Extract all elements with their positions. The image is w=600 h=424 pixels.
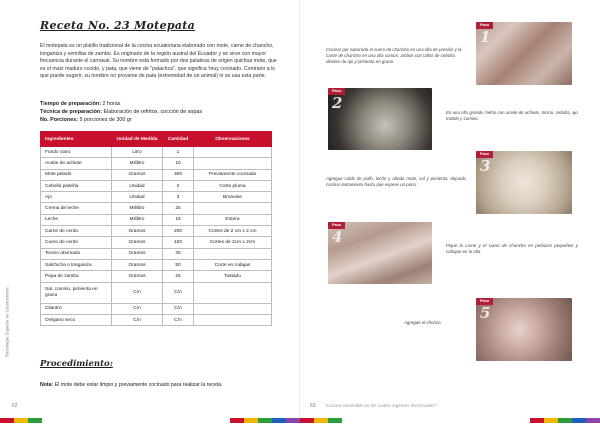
table-cell: Corte en rodajas <box>194 259 272 270</box>
table-cell <box>194 303 272 314</box>
table-row <box>41 180 272 191</box>
table-cell: Cilantro <box>41 303 112 314</box>
table-cell: 50 <box>163 259 194 270</box>
table-cell: Corte pluma <box>194 180 272 191</box>
recipe-meta <box>40 101 280 124</box>
procedure-title: Procedimiento: <box>40 359 113 369</box>
table-cell: Aceite de achiote <box>41 158 112 169</box>
table-cell: C/n <box>112 303 163 314</box>
table-cell: C/n <box>112 314 163 325</box>
page-number-right: 63 <box>310 403 316 409</box>
recipe-note <box>40 382 223 388</box>
step-photo-4 <box>328 222 432 284</box>
stripe-segment <box>272 418 286 423</box>
table-cell: Cuero de cerdo <box>41 237 112 248</box>
paso-tag: Paso <box>476 298 493 305</box>
table-cell: Gramos <box>112 169 163 180</box>
table-cell <box>194 158 272 169</box>
table-cell: Gramos <box>112 271 163 282</box>
recipe-title: Receta No. 23 Motepata <box>40 19 196 32</box>
stripe-segment <box>300 418 314 423</box>
step-number: 1 <box>480 28 491 46</box>
technique-label: Técnica de preparación: <box>40 108 103 115</box>
prep-time-label: Tiempo de preparación: <box>40 101 102 107</box>
stripe-segment <box>572 418 586 423</box>
recipe-intro: El motepata es un platillo tradicional de la cocina ecuatoriana elaborado con mote, carne de chancho, longaniza y semillas de zambo. Es originario de la región austral del Ecuador y se sirve con mayor frecuencia durante el carnaval. Su nombre está formado por dos palabras de origen quichua mote, que es el maíz maduro cocido, y pata, que viene de "patachca", que significa 'muy cocinado. Contrario a lo que puede sugerir, su nombre no proviene de pata (extremidad de un animal) ni se usa esta parte. <box>40 43 277 80</box>
stripe-segment <box>314 418 328 423</box>
table-cell: Gramos <box>112 248 163 259</box>
table-cell: Crema de leche <box>41 203 112 214</box>
table-cell: C/n <box>112 282 163 303</box>
stripe-segment <box>530 418 544 423</box>
table-header-row <box>41 132 272 147</box>
table-cell: Mote pelado <box>41 169 112 180</box>
stripe-segment <box>0 418 14 423</box>
table-cell: 30 <box>163 248 194 259</box>
table-row <box>41 226 272 237</box>
table-cell: Gramos <box>112 237 163 248</box>
table-cell: Leche <box>41 214 112 225</box>
step-caption-5: Agregue el chorizo. <box>404 320 442 325</box>
table-cell: Litro <box>112 147 163 158</box>
table-cell: 2 <box>163 180 194 191</box>
table-row <box>41 169 272 180</box>
table-cell: Ajo <box>41 192 112 203</box>
prep-time-value: 2 horas <box>101 101 121 107</box>
step-number: 4 <box>332 228 343 246</box>
table-cell: Gramos <box>112 259 163 270</box>
column-header: Ingredientes <box>41 132 112 147</box>
ingredients-table-body <box>41 147 272 326</box>
stripe-segment <box>28 418 42 423</box>
stripe-segment <box>244 418 258 423</box>
table-cell: 300 <box>163 169 194 180</box>
table-cell: Unidad <box>112 180 163 191</box>
table-cell: Cortes de 2 cm x 2 cm <box>194 226 272 237</box>
table-cell <box>194 282 272 303</box>
table-cell: Brunoise <box>194 192 272 203</box>
side-label: Tecnología Superior en Gastronomía <box>4 287 10 358</box>
table-row <box>41 282 272 303</box>
step-caption-4: Pique la carne y el cuero de chancho en pedazos pequeños y coloque en la olla. <box>446 243 578 255</box>
table-cell: 10 <box>163 158 194 169</box>
table-cell: Gramos <box>112 226 163 237</box>
stripe-segment <box>586 418 600 423</box>
step-caption-1: Cocinar por separado el cuero de chancho en una olla de presión y la carne de chancho en una olla común, ambos con tallos de cebolla, dientes de ajo y pimienta en grano. <box>326 47 462 65</box>
note-text: El mote debe estar limpio y previamente cocinado para realizar la receta. <box>53 382 223 388</box>
note-label: Nota: <box>40 382 54 388</box>
step-number: 3 <box>480 157 491 175</box>
stripe-segment <box>558 418 572 423</box>
table-row <box>41 248 272 259</box>
table-cell: 15 <box>163 214 194 225</box>
stripe-segment <box>14 418 28 423</box>
step-number: 5 <box>480 304 491 322</box>
table-cell: Cortes de 2cm x 2cm <box>194 237 272 248</box>
portions-label: No. Porciones: <box>40 116 79 123</box>
table-cell: 100 <box>163 237 194 248</box>
stripe-segment <box>286 418 300 423</box>
page-footer: "Cocina sostenible en las cuatro regiones del Ecuador" <box>325 403 437 408</box>
stripe-segment <box>328 418 342 423</box>
table-cell: 200 <box>163 226 194 237</box>
table-cell: Tocino ahumado <box>41 248 112 259</box>
table-row <box>41 303 272 314</box>
table-cell <box>194 203 272 214</box>
right-page <box>300 0 600 424</box>
table-cell <box>194 314 272 325</box>
table-cell: Fondo claro <box>41 147 112 158</box>
column-header: Unidad de Medida <box>112 132 163 147</box>
stripe-segment <box>258 418 272 423</box>
table-cell: Mililitro <box>112 214 163 225</box>
table-cell: C/n <box>163 314 194 325</box>
stripe-segment <box>230 418 244 423</box>
table-row <box>41 314 272 325</box>
table-cell: Salchicha o longaniza <box>41 259 112 270</box>
table-cell: Mililitro <box>112 158 163 169</box>
table-row <box>41 203 272 214</box>
step-photo-3 <box>476 151 572 214</box>
paso-tag: Paso <box>328 88 345 95</box>
table-cell: 25 <box>163 271 194 282</box>
step-caption-3: Agregue caldo de pollo, leche y añada mote, sal y pimienta, dejando cocinar lentamente hasta que espese un poco. <box>326 176 466 188</box>
table-cell: 3 <box>163 192 194 203</box>
step-photo-2 <box>328 88 432 150</box>
side-vertical-text <box>0 287 10 360</box>
paso-tag: Paso <box>476 151 493 158</box>
paso-tag: Paso <box>328 222 345 229</box>
portions-value: 5 porciones de 300 gr <box>78 116 132 123</box>
table-cell: C/n <box>163 282 194 303</box>
column-header: Observaciones <box>194 132 272 147</box>
table-cell: Carne de cerdo <box>41 226 112 237</box>
column-header: Cantidad <box>163 132 194 147</box>
table-cell: Orégano seco <box>41 314 112 325</box>
page-number-left: 62 <box>12 403 18 409</box>
table-row <box>41 259 272 270</box>
step-photo-1 <box>476 22 572 85</box>
stripe-segment <box>544 418 558 423</box>
table-cell: Tostado <box>194 271 272 282</box>
table-cell: C/n <box>163 303 194 314</box>
table-row <box>41 158 272 169</box>
technique-value: Elaboración de refritos, cocción de sopas <box>102 108 203 115</box>
table-cell: Sal, comino, pimienta en grano <box>41 282 112 303</box>
table-cell: 25 <box>163 203 194 214</box>
ingredients-table <box>40 131 272 326</box>
table-row <box>41 271 272 282</box>
table-cell: Previamente cocinado <box>194 169 272 180</box>
table-cell <box>194 248 272 259</box>
step-number: 2 <box>332 94 343 112</box>
table-cell: Pepa de zambo <box>41 271 112 282</box>
step-caption-2: En una olla grande, hefrio con aceite de achiote, tocino, cebolla, ajo molido y comino. <box>446 110 578 122</box>
table-cell: Mililitro <box>112 203 163 214</box>
table-cell: Unidad <box>112 192 163 203</box>
table-row <box>41 147 272 158</box>
table-row <box>41 237 272 248</box>
table-cell <box>194 147 272 158</box>
table-cell: Cebolla paiteña <box>41 180 112 191</box>
table-cell: 1 <box>163 147 194 158</box>
paso-tag: Paso <box>476 22 493 29</box>
step-photo-5 <box>476 298 572 361</box>
table-row <box>41 214 272 225</box>
table-cell: Entera <box>194 214 272 225</box>
table-row <box>41 192 272 203</box>
